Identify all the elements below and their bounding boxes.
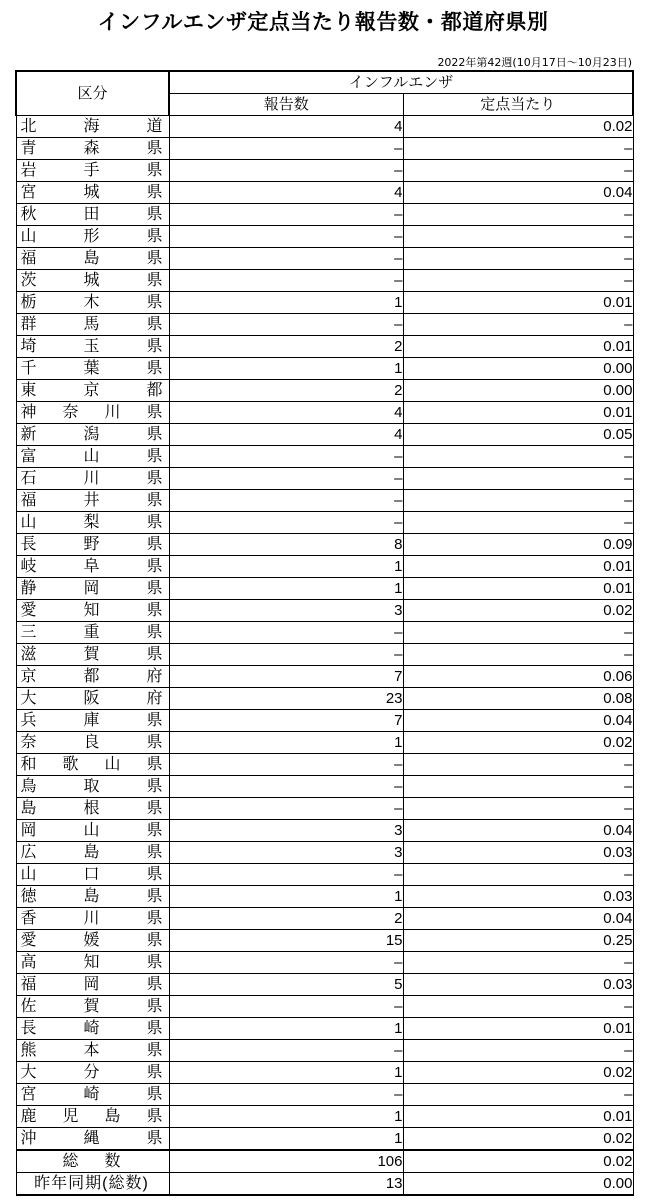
prefecture-name: 北 海 道	[16, 116, 169, 138]
per-sentinel-rate: 0.09	[403, 534, 633, 556]
table-row	[16, 1062, 633, 1084]
per-sentinel-rate: 0.01	[403, 578, 633, 600]
report-count: 4	[169, 402, 403, 424]
report-count: 2	[169, 336, 403, 358]
table-row	[16, 820, 633, 842]
header-reports: 報告数	[169, 94, 403, 116]
prefecture-name: 静 岡 県	[16, 578, 169, 600]
report-count: 7	[169, 666, 403, 688]
prefecture-name: 埼 玉 県	[16, 336, 169, 358]
report-count: –	[169, 138, 403, 160]
per-sentinel-rate: –	[403, 160, 633, 182]
per-sentinel-rate: 0.02	[403, 1062, 633, 1084]
report-count: –	[169, 644, 403, 666]
table-row	[16, 974, 633, 996]
per-sentinel-rate: 0.01	[403, 1018, 633, 1040]
per-sentinel-rate: –	[403, 622, 633, 644]
prefecture-name: 三 重 県	[16, 622, 169, 644]
per-sentinel-rate: –	[403, 776, 633, 798]
prefecture-name: 滋 賀 県	[16, 644, 169, 666]
per-sentinel-rate: –	[403, 754, 633, 776]
per-sentinel-rate: –	[403, 138, 633, 160]
prefecture-name: 沖 縄 県	[16, 1128, 169, 1151]
report-count: 4	[169, 182, 403, 204]
prefecture-name: 大 阪 府	[16, 688, 169, 710]
report-count: 1	[169, 1128, 403, 1151]
prefecture-name: 奈 良 県	[16, 732, 169, 754]
per-sentinel-rate: 0.00	[403, 380, 633, 402]
report-count: –	[169, 864, 403, 886]
report-count: –	[169, 798, 403, 820]
table-row	[16, 446, 633, 468]
total-row	[16, 1150, 633, 1173]
table-row	[16, 402, 633, 424]
report-count: 4	[169, 116, 403, 138]
per-sentinel-rate: –	[403, 248, 633, 270]
report-count: 4	[169, 424, 403, 446]
prefecture-name: 広 島 県	[16, 842, 169, 864]
per-sentinel-rate: –	[403, 314, 633, 336]
prefecture-name: 長 野 県	[16, 534, 169, 556]
table-row	[16, 732, 633, 754]
table-row	[16, 358, 633, 380]
table-row	[16, 556, 633, 578]
prefecture-name: 新 潟 県	[16, 424, 169, 446]
per-sentinel-rate: 0.04	[403, 908, 633, 930]
per-sentinel-rate: 0.04	[403, 820, 633, 842]
report-count: –	[169, 754, 403, 776]
prefecture-name: 石 川 県	[16, 468, 169, 490]
report-count: –	[169, 1040, 403, 1062]
table-row	[16, 336, 633, 358]
table-row	[16, 578, 633, 600]
per-sentinel-rate: 0.03	[403, 886, 633, 908]
table-row	[16, 116, 633, 138]
report-count: –	[169, 490, 403, 512]
table-row	[16, 930, 633, 952]
table-row	[16, 886, 633, 908]
table-row	[16, 864, 633, 886]
per-sentinel-rate: –	[403, 512, 633, 534]
report-count: 7	[169, 710, 403, 732]
report-count: –	[169, 204, 403, 226]
report-count: 1	[169, 1018, 403, 1040]
table-row	[16, 226, 633, 248]
table-row	[16, 1018, 633, 1040]
per-sentinel-rate: –	[403, 644, 633, 666]
page-title: インフルエンザ定点当たり報告数・都道府県別	[97, 10, 549, 34]
per-sentinel-rate: 0.05	[403, 424, 633, 446]
per-sentinel-rate: –	[403, 952, 633, 974]
table-row	[16, 996, 633, 1018]
per-sentinel-rate: 0.01	[403, 336, 633, 358]
prefecture-name: 鳥 取 県	[16, 776, 169, 798]
influenza-table	[15, 70, 634, 1196]
per-sentinel-rate: 0.02	[403, 1128, 633, 1151]
per-sentinel-rate: 0.02	[403, 600, 633, 622]
prefecture-name: 宮 城 県	[16, 182, 169, 204]
prefecture-name: 大 分 県	[16, 1062, 169, 1084]
table-row	[16, 204, 633, 226]
prefecture-name: 宮 崎 県	[16, 1084, 169, 1106]
report-count: –	[169, 314, 403, 336]
report-count: –	[169, 468, 403, 490]
report-count: –	[169, 270, 403, 292]
report-count: 8	[169, 534, 403, 556]
header-per-sentinel: 定点当たり	[403, 94, 633, 116]
per-sentinel-rate: –	[403, 270, 633, 292]
per-sentinel-rate: –	[403, 468, 633, 490]
table-row	[16, 644, 633, 666]
table-row	[16, 754, 633, 776]
table-row	[16, 842, 633, 864]
prefecture-name: 香 川 県	[16, 908, 169, 930]
per-sentinel-rate: –	[403, 798, 633, 820]
prefecture-name: 山 梨 県	[16, 512, 169, 534]
per-sentinel-rate: 0.03	[403, 842, 633, 864]
previous-year-row	[16, 1173, 633, 1196]
per-sentinel-rate: –	[403, 864, 633, 886]
report-count: –	[169, 996, 403, 1018]
per-sentinel-rate: 0.04	[403, 710, 633, 732]
table-row	[16, 1040, 633, 1062]
report-count: 1	[169, 292, 403, 314]
per-sentinel-rate: –	[403, 204, 633, 226]
per-sentinel-rate: 0.01	[403, 556, 633, 578]
report-count: –	[169, 446, 403, 468]
total-label: 総 数	[16, 1150, 169, 1173]
prefecture-name: 高 知 県	[16, 952, 169, 974]
prefecture-name: 東 京 都	[16, 380, 169, 402]
previous-year-label: 昨年同期(総数)	[16, 1173, 169, 1196]
prefecture-name: 山 口 県	[16, 864, 169, 886]
report-count: 2	[169, 908, 403, 930]
prefecture-name: 和 歌 山 県	[16, 754, 169, 776]
table-row	[16, 270, 633, 292]
previous-year-reports: 13	[169, 1173, 403, 1196]
table-row	[16, 314, 633, 336]
report-count: –	[169, 512, 403, 534]
prefecture-name: 徳 島 県	[16, 886, 169, 908]
table-row	[16, 776, 633, 798]
prefecture-name: 兵 庫 県	[16, 710, 169, 732]
prefecture-name: 神 奈 川 県	[16, 402, 169, 424]
per-sentinel-rate: 0.25	[403, 930, 633, 952]
report-count: –	[169, 248, 403, 270]
per-sentinel-rate: 0.01	[403, 292, 633, 314]
prefecture-name: 山 形 県	[16, 226, 169, 248]
prefecture-name: 富 山 県	[16, 446, 169, 468]
table-row	[16, 666, 633, 688]
table-row	[16, 1106, 633, 1128]
prefecture-name: 京 都 府	[16, 666, 169, 688]
table-row	[16, 908, 633, 930]
table-row	[16, 1084, 633, 1106]
prefecture-name: 長 崎 県	[16, 1018, 169, 1040]
report-count: 5	[169, 974, 403, 996]
report-count: 3	[169, 842, 403, 864]
report-count: –	[169, 226, 403, 248]
per-sentinel-rate: –	[403, 446, 633, 468]
table-row	[16, 710, 633, 732]
table-row	[16, 138, 633, 160]
prefecture-name: 岩 手 県	[16, 160, 169, 182]
table-row	[16, 534, 633, 556]
per-sentinel-rate: –	[403, 490, 633, 512]
header-influenza: インフルエンザ	[169, 71, 633, 94]
per-sentinel-rate: 0.04	[403, 182, 633, 204]
prefecture-name: 福 島 県	[16, 248, 169, 270]
prefecture-name: 千 葉 県	[16, 358, 169, 380]
report-count: 1	[169, 358, 403, 380]
prefecture-name: 秋 田 県	[16, 204, 169, 226]
prefecture-name: 佐 賀 県	[16, 996, 169, 1018]
prefecture-name: 福 岡 県	[16, 974, 169, 996]
prefecture-name: 福 井 県	[16, 490, 169, 512]
report-count: 2	[169, 380, 403, 402]
table-row	[16, 600, 633, 622]
report-count: 1	[169, 1062, 403, 1084]
report-count: –	[169, 776, 403, 798]
report-count: 15	[169, 930, 403, 952]
prefecture-name: 岡 山 県	[16, 820, 169, 842]
report-count: 23	[169, 688, 403, 710]
report-count: –	[169, 622, 403, 644]
table-row	[16, 490, 633, 512]
table-row	[16, 292, 633, 314]
table-row	[16, 424, 633, 446]
total-rate: 0.02	[403, 1150, 633, 1173]
report-count: 3	[169, 820, 403, 842]
prefecture-name: 栃 木 県	[16, 292, 169, 314]
per-sentinel-rate: 0.08	[403, 688, 633, 710]
report-count: –	[169, 1084, 403, 1106]
table-row	[16, 468, 633, 490]
table-row	[16, 952, 633, 974]
table-row	[16, 512, 633, 534]
header-category: 区分	[16, 71, 169, 116]
report-count: 1	[169, 886, 403, 908]
table-row	[16, 380, 633, 402]
per-sentinel-rate: 0.02	[403, 116, 633, 138]
prefecture-name: 島 根 県	[16, 798, 169, 820]
per-sentinel-rate: 0.06	[403, 666, 633, 688]
report-count: –	[169, 160, 403, 182]
table-row	[16, 798, 633, 820]
per-sentinel-rate: –	[403, 1040, 633, 1062]
prefecture-name: 愛 知 県	[16, 600, 169, 622]
prefecture-name: 青 森 県	[16, 138, 169, 160]
table-row	[16, 160, 633, 182]
table-row	[16, 248, 633, 270]
prefecture-name: 熊 本 県	[16, 1040, 169, 1062]
per-sentinel-rate: –	[403, 226, 633, 248]
per-sentinel-rate: 0.01	[403, 402, 633, 424]
prefecture-name: 愛 媛 県	[16, 930, 169, 952]
report-count: 1	[169, 556, 403, 578]
table-row	[16, 622, 633, 644]
prefecture-name: 茨 城 県	[16, 270, 169, 292]
report-count: 3	[169, 600, 403, 622]
per-sentinel-rate: 0.03	[403, 974, 633, 996]
prefecture-name: 鹿 児 島 県	[16, 1106, 169, 1128]
per-sentinel-rate: –	[403, 996, 633, 1018]
prefecture-name: 群 馬 県	[16, 314, 169, 336]
previous-year-rate: 0.00	[403, 1173, 633, 1196]
report-count: 1	[169, 1106, 403, 1128]
total-reports: 106	[169, 1150, 403, 1173]
per-sentinel-rate: 0.02	[403, 732, 633, 754]
table-row	[16, 182, 633, 204]
report-count: 1	[169, 578, 403, 600]
prefecture-name: 岐 阜 県	[16, 556, 169, 578]
report-count: –	[169, 952, 403, 974]
table-row	[16, 688, 633, 710]
per-sentinel-rate: 0.01	[403, 1106, 633, 1128]
table-row	[16, 1128, 633, 1151]
report-count: 1	[169, 732, 403, 754]
report-period: 2022年第42週(10月17日～10月23日)	[437, 56, 632, 69]
per-sentinel-rate: –	[403, 1084, 633, 1106]
per-sentinel-rate: 0.00	[403, 358, 633, 380]
